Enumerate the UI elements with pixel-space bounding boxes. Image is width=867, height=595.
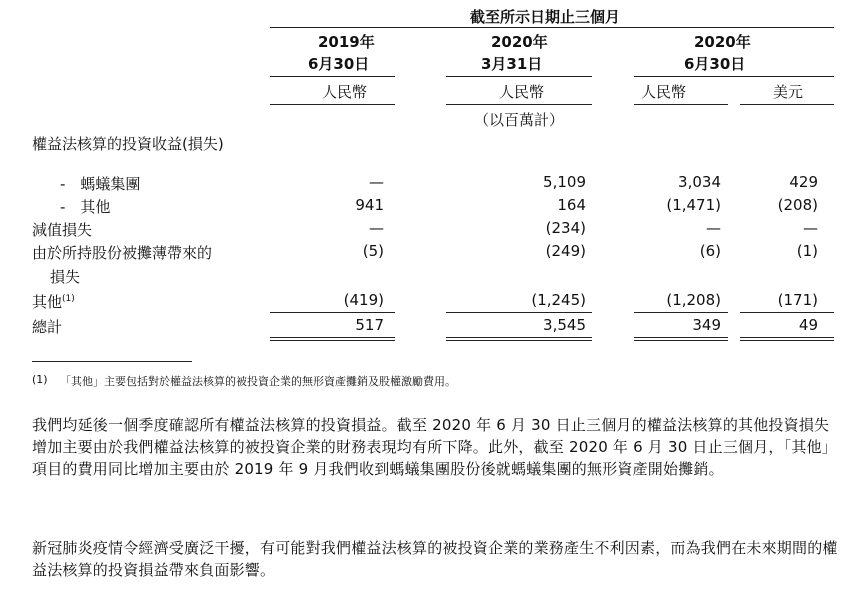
row-label-dilution: 由於所持股份被攤薄帶來的 xyxy=(32,244,213,262)
cell-value: (171) xyxy=(777,291,818,309)
total-rule-2b xyxy=(446,340,592,341)
paragraph-2: 新冠肺炎疫情令經濟受廣泛干擾，有可能對我們權益法核算的被投資企業的業務產生不利因素，而為我們在未來期間的權益法核算的投資損益帶來負面影響。 xyxy=(32,539,838,579)
total-rule-4a xyxy=(740,337,834,338)
cell-value: 349 xyxy=(692,316,721,334)
others-text: 其他 xyxy=(32,293,63,311)
unit-note: （以百萬計） xyxy=(474,111,565,129)
cell-value: (1,245) xyxy=(531,291,586,309)
row-label-dilution-cont: 損失 xyxy=(50,268,81,286)
total-rule-3b xyxy=(634,340,728,341)
col2-rule xyxy=(446,76,592,77)
cell-value: (6) xyxy=(699,242,721,260)
subtotal-rule-2 xyxy=(446,312,592,313)
total-rule-2a xyxy=(446,337,592,338)
currency-rmb-col2: 人民幣 xyxy=(499,83,545,101)
col1-date: 6月30日 xyxy=(308,55,370,73)
cell-value: 517 xyxy=(355,316,384,334)
subtotal-rule-4 xyxy=(740,312,834,313)
total-rule-4b xyxy=(740,340,834,341)
cell-value: 5,109 xyxy=(543,173,586,191)
footnote-marker: (1) xyxy=(32,373,48,386)
col3-year: 2020年 xyxy=(694,33,751,51)
col3-rule xyxy=(634,76,834,77)
cell-value: (249) xyxy=(545,242,586,260)
period-caption: 截至所示日期止三個月 xyxy=(470,8,621,26)
col1-rule xyxy=(270,76,395,77)
currency-rule-1 xyxy=(270,104,395,105)
paragraph-1: 我們均延後一個季度確認所有權益法核算的投資損益。截至 2020 年 6 月 30 日止三個月的權益法核算的其他投資損失增加主要由於我們權益法核算的被投資企業的財務表現均有所下降。此外，截至 2020 年 6 月 30 日止三個月，「其他」項目的費用同比增加主要由於 2019 年 9 月我們收到螞蟻集團股份後就螞蟻集團的無形資產開始攤銷。 xyxy=(32,416,837,478)
cell-value: 429 xyxy=(789,173,818,191)
cell-value: 164 xyxy=(557,196,586,214)
cell-value: — xyxy=(706,219,721,237)
cell-value: (234) xyxy=(545,219,586,237)
footnote-text: 「其他」主要包括對於權益法核算的被投資企業的無形資產攤銷及股權激勵費用。 xyxy=(60,375,456,388)
row-label-other-investees: - 其他 xyxy=(60,198,111,216)
cell-value: (1) xyxy=(796,242,818,260)
row-label-impairment: 減值損失 xyxy=(32,221,93,239)
currency-rmb-col1: 人民幣 xyxy=(322,83,368,101)
cell-value: — xyxy=(803,219,818,237)
total-rule-3a xyxy=(634,337,728,338)
subtotal-rule-1 xyxy=(270,312,395,313)
cell-value: (5) xyxy=(362,242,384,260)
currency-usd-col4: 美元 xyxy=(773,83,804,101)
col2-year: 2020年 xyxy=(491,33,548,51)
cell-value: 49 xyxy=(798,316,818,334)
cell-value: (1,471) xyxy=(666,196,721,214)
col1-year: 2019年 xyxy=(318,33,375,51)
cell-value: (208) xyxy=(777,196,818,214)
cell-value: 941 xyxy=(355,196,384,214)
header-rule xyxy=(270,27,834,28)
currency-rule-3 xyxy=(634,104,728,105)
cell-value: 3,545 xyxy=(543,316,586,334)
section-title: 權益法核算的投資收益(損失) xyxy=(32,135,224,153)
total-rule-1b xyxy=(270,340,395,341)
row-label-total: 總計 xyxy=(32,318,63,336)
row-label-others xyxy=(32,291,75,312)
row-label-ant-group: - 螞蟻集團 xyxy=(60,175,141,193)
cell-value: — xyxy=(369,173,384,191)
col3-date: 6月30日 xyxy=(684,55,746,73)
currency-rule-2 xyxy=(446,104,592,105)
footnote-divider xyxy=(32,361,192,362)
currency-rule-4 xyxy=(740,104,834,105)
subtotal-rule-3 xyxy=(634,312,728,313)
currency-rmb-col3: 人民幣 xyxy=(641,83,687,101)
cell-value: (419) xyxy=(343,291,384,309)
cell-value: (1,208) xyxy=(666,291,721,309)
cell-value: — xyxy=(369,219,384,237)
col2-date: 3月31日 xyxy=(481,55,543,73)
cell-value: 3,034 xyxy=(678,173,721,191)
total-rule-1a xyxy=(270,337,395,338)
footnote-ref: (1) xyxy=(62,294,75,304)
